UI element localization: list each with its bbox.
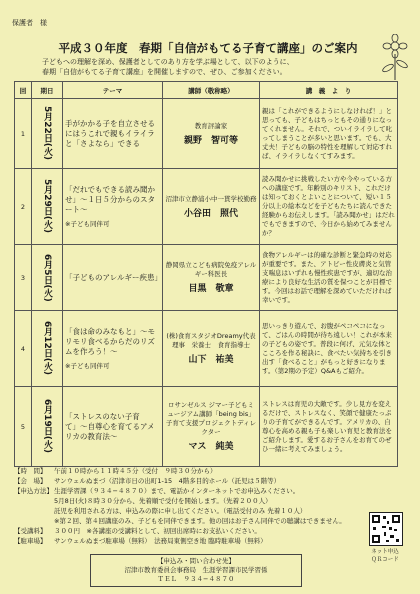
info-label: 【申込方法】 (14, 487, 53, 495)
event-info (14, 466, 360, 546)
row-theme-note: ※子ども同伴可 (65, 362, 110, 370)
table-row (15, 245, 398, 311)
info-value: サンウェルぬまづ駐車場（無料） 法務局東側空き地 臨時駐車場（無料） (54, 537, 267, 545)
row-number: 4 (15, 311, 32, 387)
row-description-text: 親は「これができるようにしなければ！」と思っても、子どもはちっともその通りになってくれません。それで、ついイライラして叱ってしまうことが多いと思います。でも、大丈夫！子どもの脳の特性を理解して対応すれば、イライラしなくてすみます。 (262, 106, 393, 160)
row-date-text: 6月19日(火) (42, 399, 52, 454)
row-theme-text: 「だれでもできる読み聞かせ」〜１日５分からのスタート〜 (65, 185, 155, 214)
lecturer-org: 静岡県立こども病院免疫アレルギー科医長 (165, 261, 257, 278)
table-header-row (15, 82, 398, 99)
row-theme-text: 「子どものアレルギー疾患」 (65, 272, 163, 282)
lecturer-name: 小谷田 照代 (183, 208, 238, 219)
row-theme (63, 245, 163, 311)
info-venue (14, 476, 360, 486)
row-date-text: 5月22日(火) (42, 106, 52, 161)
row-date-text: 6月5日(火) (42, 253, 52, 302)
row-lecturer (163, 311, 260, 387)
contact-heading: 【申込み・問い合わせ先】 (157, 557, 235, 565)
row-date (32, 387, 63, 467)
info-parking (14, 536, 360, 546)
qr-label-line-2: ＱＲコード (371, 557, 399, 563)
lecturer-org: ロサンゼルス ジマー子どもミュージアム講師「being bis」子育て支援プロジェクトディレクター (165, 401, 257, 436)
info-label: 【駐車場】 (14, 537, 47, 545)
row-description-text: 読み聞かせに挑戦したい方や今やっている方への講座です。年齢別のキリスト、これだけは知っておくとよいことについて、短い１５分以上の絵本などを子どもたちに読んできた経験からお伝えします。「読み聞かせ」はだれでもできますので、今日から始めてみませんか？ (262, 175, 395, 237)
row-number: 1 (15, 99, 32, 169)
contact-tel: ＴＥＬ ９３４−４８７０ (157, 575, 235, 583)
lecturer-name: マス 純美 (188, 442, 234, 452)
row-date (32, 169, 63, 245)
row-number: 5 (15, 387, 32, 467)
table-row (15, 387, 398, 467)
info-apply-line: ※第２回、第４回講座のみ、子どもを同伴できます。他の回はお子さん同伴での聴講はできません。 (54, 517, 346, 525)
lecturer-name: 目黒 敬章 (188, 284, 234, 294)
info-value: ３００円 ※各講座の受講料として、初回出席時にお支払いください。 (54, 527, 261, 535)
table-row (15, 169, 398, 245)
info-label: 【会 場】 (14, 477, 47, 485)
row-date (32, 311, 63, 387)
header-date: 期日 (32, 82, 63, 99)
info-value: 生涯学習課（９３４−４８７０）まで、電話かインターネットでお申込みください。 (54, 487, 300, 495)
header-theme: テーマ (63, 82, 163, 99)
info-value: サンウェルぬまづ（沼津市日の出町1-15 4階多目的ホール（託児は５階等） (54, 477, 281, 485)
row-theme-text: 「ストレスのない子育て」〜自尊心を育てるアメリカの教育法〜 (65, 411, 155, 441)
schedule-table (14, 81, 398, 467)
intro-line-1: 子どもへの理解を深め、保護者としてのあり方を学ぶ場として、以下のように、 (42, 58, 294, 66)
lecturer-org: 沼津市立静浦小中一貫学校勤務 (165, 194, 257, 203)
row-date (32, 245, 63, 311)
header-lecturer: 講師（敬称略） (163, 82, 260, 99)
row-lecturer (163, 169, 260, 245)
qr-label-line-1: ネット申込 (371, 549, 399, 555)
row-lecturer (163, 245, 260, 311)
info-value: 午前１０時から１１時４５分（受付 ９時３０分から） (54, 467, 217, 475)
intro-line-2: 春期「自信がもてる子育て講座」を開催しますので、ぜひ、ご参加ください。 (42, 68, 287, 76)
qr-code-icon[interactable] (369, 512, 403, 546)
row-description-text: 思いっきり遊んで、お腹がペコペコになって、ごはんの時間が待ち遠しい！これが本来の子どもの姿です。普段に何げ、元気な体とこころを作る秘訣に、食べたい気持ちを引き出す「食べること」がもっと好きになります。（第2期の予定）Q&Aもご紹介。 (262, 321, 392, 375)
info-time (14, 466, 360, 476)
row-lecturer (163, 99, 260, 169)
row-date-text: 6月12日(火) (42, 321, 52, 376)
row-theme (63, 387, 163, 467)
row-theme-text: 「食は命のみなもと」〜モリモリ食べるからだのリズムを作ろう！〜 (65, 327, 155, 356)
row-date (32, 99, 63, 169)
row-description (260, 311, 398, 387)
table-row (15, 311, 398, 387)
row-theme-note: ※子ども同伴可 (65, 220, 110, 228)
row-number: 2 (15, 169, 32, 245)
row-description (260, 99, 398, 169)
table-row (15, 99, 398, 169)
info-apply-line: 託児を利用される方は、申込みの際に申し出てください。（電話受付のみ 先着１０人） (54, 507, 307, 515)
page-title: 平成３０年度 春期「自信がもてる子育て講座」のご案内 (58, 41, 358, 55)
contact-org: 沼津市教育委員会事務局 生涯学習課市民学習係 (124, 566, 268, 574)
row-theme (63, 311, 163, 387)
header-no: 回 (15, 82, 32, 99)
lecturer-name: 親野 智可等 (183, 135, 238, 146)
header-description: 講 義 よ り (260, 82, 398, 99)
contact-box (90, 554, 302, 587)
row-date-text: 5月29日(火) (42, 179, 52, 234)
lecturer-org: 教育評論家 (194, 121, 228, 130)
row-lecturer (163, 387, 260, 467)
row-description-text: ストレスは育児の大敵です。少し見方を変えるだけで、ストレスなく、笑顔で健康たっぷりの子育てができるんです。アメリカの、自尊心を高める親も子も楽しい育児と教育法をご紹介します。愛するお子さんをお育てのぜひ一緒に考えてみましょう。 (262, 399, 392, 453)
row-description (260, 245, 398, 311)
qr-label (362, 548, 408, 564)
row-theme-text: 手がかかる子を自立させるにはうこれで親もイライラと「さよなら」できる (65, 118, 155, 148)
row-number: 3 (15, 245, 32, 311)
flower-illustration (376, 34, 414, 80)
intro-text (42, 57, 372, 77)
row-theme (63, 169, 163, 245)
row-description-text: 食物アレルギーは的確な診断と緊急時の対応が重要です。また、アトピー性皮膚炎と気管支喘息はいずれも慢性疾患ですが、適切な治療により良好な生活の質を保つことが目標です。今回はお話で理解を深めていただければ幸いです。 (262, 250, 392, 304)
info-apply (14, 486, 360, 496)
lecturer-name: 山下 祐美 (188, 355, 234, 365)
info-apply-line: 5月8日(火)８時３０分から、先着順で受付を開始します。（先着２００人） (54, 497, 272, 505)
row-theme (63, 99, 163, 169)
row-description (260, 169, 398, 245)
info-label: 【時 間】 (14, 467, 47, 475)
lecturer-org: (株)食育スタジオDreamy代表理事 栄養士 食育指導士 (166, 332, 256, 349)
info-label: 【受講料】 (14, 527, 47, 535)
addressee: 保護者 様 (12, 19, 47, 27)
info-fee (14, 526, 360, 536)
row-description (260, 387, 398, 467)
